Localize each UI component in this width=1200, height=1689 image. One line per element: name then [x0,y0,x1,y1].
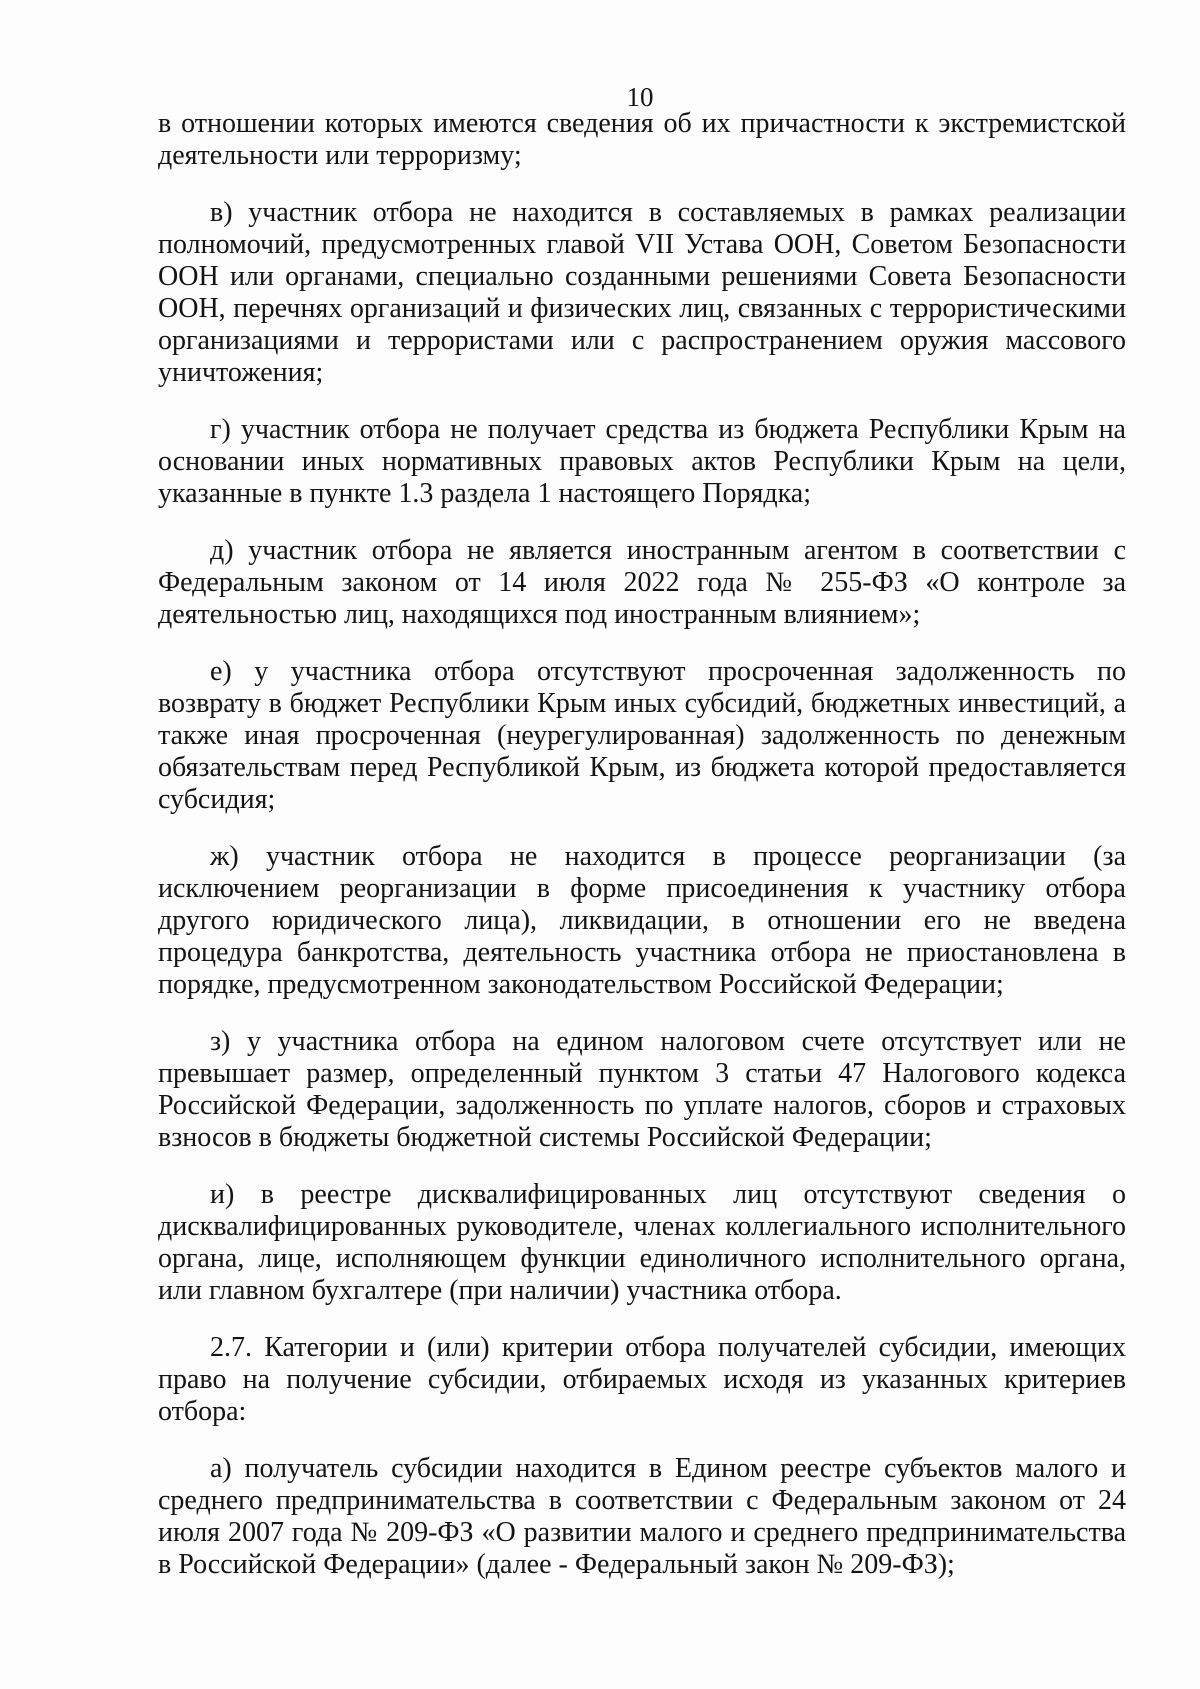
paragraph-item-d: д) участник отбора не является иностранным агентом в соответствии с Федеральным законом от 14 июля 2022 года № 255-ФЗ «О контроле за деятельностью лиц, находящихся под иностранным влиянием»; [158,535,1126,630]
page-number: 10 [626,82,654,112]
document-body [158,108,1126,1581]
paragraph-item-a: а) получатель субсидии находится в Едином реестре субъектов малого и среднего предпринимательства в соответствии с Федеральным законом от 24 июля 2007 года № 209-ФЗ «О развитии малого и среднего предпринимательства в Российской Федерации» (далее - Федеральный закон № 209-ФЗ); [158,1453,1126,1580]
paragraph-item-zh: ж) участник отбора не находится в процессе реорганизации (за исключением реорганизации в форме присоединения к участнику отбора другого юридического лица), ликвидации, в отношении его не введена процедура банкротства, деятельность участника отбора не приостановлена в порядке, предусмотренном законодательством Российской Федерации; [158,841,1126,1000]
paragraph-section-2-7: 2.7. Категории и (или) критерии отбора получателей субсидии, имеющих право на получение субсидии, отбираемых исходя из указанных критериев отбора: [158,1332,1126,1427]
paragraph-item-g: г) участник отбора не получает средства из бюджета Республики Крым на основании иных нормативных правовых актов Республики Крым на цели, указанные в пункте 1.3 раздела 1 настоящего Порядка; [158,414,1126,509]
paragraph-continuation: в отношении которых имеются сведения об их причастности к экстремистской деятельности или терроризму; [158,108,1126,171]
paragraph-item-v: в) участник отбора не находится в составляемых в рамках реализации полномочий, предусмотренных главой VII Устава ООН, Советом Безопасности ООН или органами, специально созданными решениями Совета Безопасности ООН, перечнях организаций и физических лиц, связанных с террористическими организациями и террористами или с распространением оружия массового уничтожения; [158,197,1126,388]
paragraph-item-i: и) в реестре дисквалифицированных лиц отсутствуют сведения о дисквалифицированных руководителе, членах коллегиального исполнительного органа, лице, исполняющем функции единоличного исполнительного органа, или главном бухгалтере (при наличии) участника отбора. [158,1179,1126,1306]
paragraph-item-z: з) у участника отбора на едином налоговом счете отсутствует или не превышает размер, определенный пунктом 3 статьи 47 Налогового кодекса Российской Федерации, задолженность по уплате налогов, сборов и страховых взносов в бюджеты бюджетной системы Российской Федерации; [158,1026,1126,1153]
paragraph-item-e: е) у участника отбора отсутствуют просроченная задолженность по возврату в бюджет Республики Крым иных субсидий, бюджетных инвестиций, а также иная просроченная (неурегулированная) задолженность по денежным обязательствам перед Республикой Крым, из бюджета которой предоставляется субсидия; [158,656,1126,815]
